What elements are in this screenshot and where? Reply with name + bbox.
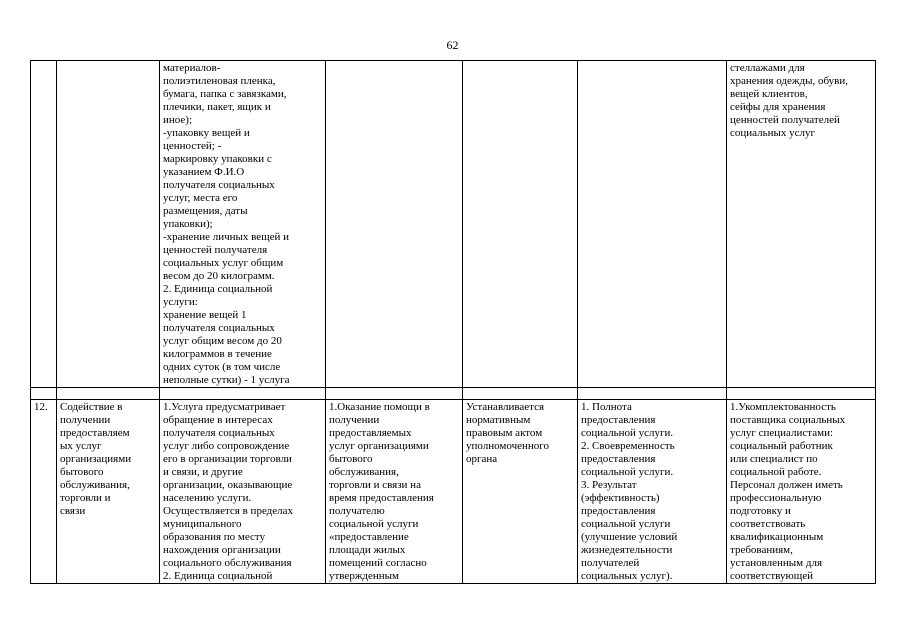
cell-text-line: социальный работник	[730, 440, 833, 452]
cell-text-line: установленным для	[730, 557, 823, 569]
cell-text-line: социальной услуги.	[581, 427, 674, 439]
cell-text-line: квалификационным	[730, 531, 824, 543]
cell-text-line: (улучшение условий	[581, 531, 678, 543]
cell-text-line: уполномоченного	[466, 440, 550, 452]
cell-text-line: 2. Единица социальной	[163, 570, 273, 582]
cell-text-line: материалов-	[163, 62, 221, 74]
cell-text-line: социальной услуги	[329, 518, 419, 530]
service-norms-cell	[463, 400, 578, 584]
cell-text-line: упаковки);	[163, 218, 213, 230]
cell-text-line: 1.Услуга предусматривает	[163, 401, 286, 413]
cell-text-line: организациями	[60, 453, 132, 465]
cell-text-line: торговли и	[60, 492, 111, 504]
table-spacer-row	[31, 388, 876, 400]
cell-text-line: получателей	[581, 557, 640, 569]
cell-text-line: социального обслуживания	[163, 557, 292, 569]
cell-text-line: время предоставления	[329, 492, 434, 504]
service-terms-cell	[326, 400, 463, 584]
cell-text-line: хранения одежды, обуви,	[730, 75, 848, 87]
cell-text-line: 3. Результат	[581, 479, 637, 491]
cell-text-line: жизнедеятельности	[581, 544, 673, 556]
cell-text-line: получателя социальных	[163, 322, 275, 334]
row-number-cell	[31, 61, 57, 388]
cell-text-line: социальной услуги	[581, 518, 671, 530]
cell-text-line: вещей клиентов,	[730, 88, 808, 100]
cell-text-line: нахождения организации	[163, 544, 281, 556]
cell-text-line: полиэтиленовая пленка,	[163, 75, 276, 87]
cell-text-line: социальных услуг).	[581, 570, 673, 582]
cell-text-line: -упаковку вещей и	[163, 127, 250, 139]
cell-text-line: социальной услуги.	[581, 466, 674, 478]
cell-text-line: услуг специалистами:	[730, 427, 834, 439]
cell-text-line: маркировку упаковки с	[163, 153, 272, 165]
cell-text-line: ценностей получателей	[730, 114, 840, 126]
spacer-cell	[727, 388, 876, 400]
cell-text-line: услуг организациями	[329, 440, 429, 452]
cell-text-line: предоставляем	[60, 427, 130, 439]
service-content-cell	[160, 400, 326, 584]
cell-text-line: Содействие в	[60, 401, 123, 413]
cell-text-line: хранение вещей 1	[163, 309, 247, 321]
cell-text-line: площади жилых	[329, 544, 406, 556]
cell-text-line: социальных услуг общим	[163, 257, 284, 269]
cell-text-line: соответствующей	[730, 570, 813, 582]
cell-text-line: «предоставление	[329, 531, 409, 543]
cell-text-line: килограммов в течение	[163, 348, 272, 360]
cell-text-line: организации, оказывающие	[163, 479, 293, 491]
cell-text-line: его в организации торговли	[163, 453, 292, 465]
table-row	[31, 61, 876, 388]
cell-text-line: иное);	[163, 114, 193, 126]
cell-text-line: предоставляемых	[329, 427, 412, 439]
cell-text-line: получении	[329, 414, 380, 426]
cell-text-line: получателя социальных	[163, 179, 275, 191]
cell-text-line: ценностей; -	[163, 140, 222, 152]
spacer-cell	[31, 388, 57, 400]
cell-text-line: обслуживания,	[60, 479, 130, 491]
cell-text-line: социальных услуг	[730, 127, 816, 139]
page-number: 62	[446, 38, 459, 52]
cell-text-line: предоставления	[581, 505, 656, 517]
cell-text-line: размещения, даты	[163, 205, 248, 217]
service-name-cell	[57, 61, 160, 388]
cell-text-line: 2. Единица социальной	[163, 283, 273, 295]
cell-text-line: муниципального	[163, 518, 242, 530]
cell-text-line: Персонал должен иметь	[730, 479, 843, 491]
cell-text-line: бумага, папка с завязками,	[163, 88, 287, 100]
cell-text-line: 1.Укомплектованность	[730, 401, 836, 413]
quality-indicators-cell	[578, 61, 727, 388]
service-norms-cell	[463, 61, 578, 388]
cell-text-line: образования по месту	[163, 531, 266, 543]
cell-text-line: указанием Ф.И.О	[163, 166, 245, 178]
cell-text-line: получателя социальных	[163, 427, 275, 439]
table-row	[31, 400, 876, 584]
cell-text-line: услуг, места его	[163, 192, 238, 204]
spacer-cell	[57, 388, 160, 400]
spacer-cell	[578, 388, 727, 400]
cell-text-line: весом до 20 килограмм.	[163, 270, 275, 282]
spacer-cell	[463, 388, 578, 400]
service-terms-cell	[326, 61, 463, 388]
cell-text-line: торговли и связи на	[329, 479, 421, 491]
cell-text-line: обращение в интересах	[163, 414, 273, 426]
cell-text-line: сейфы для хранения	[730, 101, 826, 113]
cell-text-line: нормативным	[466, 414, 531, 426]
cell-text-line: требованиям,	[730, 544, 793, 556]
provision-conditions-cell	[727, 400, 876, 584]
spacer-cell	[160, 388, 326, 400]
cell-text-line: ых услуг	[60, 440, 102, 452]
cell-text-line: 2. Своевременность	[581, 440, 675, 452]
cell-text-line: получателю	[329, 505, 385, 517]
cell-text-line: предоставления	[581, 414, 656, 426]
quality-indicators-cell	[578, 400, 727, 584]
services-table	[30, 60, 876, 584]
cell-text-line: населению услуги.	[163, 492, 252, 504]
cell-text-line: правовым актом	[466, 427, 543, 439]
cell-text-line: Устанавливается	[466, 401, 545, 413]
cell-text-line: поставщика социальных	[730, 414, 846, 426]
spacer-cell	[326, 388, 463, 400]
cell-text-line: 1.Оказание помощи в	[329, 401, 430, 413]
cell-text-line: профессиональную	[730, 492, 822, 504]
cell-text-line: плечики, пакет, ящик и	[163, 101, 271, 113]
cell-text-line: обслуживания,	[329, 466, 399, 478]
service-content-cell	[160, 61, 326, 388]
cell-text-line: (эффективность)	[581, 492, 660, 504]
cell-text-line: бытового	[329, 453, 373, 465]
cell-text-line: услуг либо сопровождение	[163, 440, 290, 452]
provision-conditions-cell	[727, 61, 876, 388]
cell-text-line: услуги:	[163, 296, 198, 308]
cell-text-line: социальной работе.	[730, 466, 822, 478]
cell-text-line: связи	[60, 505, 86, 517]
cell-text-line: услуг общим весом до 20	[163, 335, 282, 347]
cell-text-line: и связи, и другие	[163, 466, 243, 478]
cell-text-line: утвержденным	[329, 570, 400, 582]
cell-text-line: стеллажами для	[730, 62, 805, 74]
row-number-cell: 12.	[31, 400, 57, 584]
cell-text-line: помещений согласно	[329, 557, 427, 569]
cell-text-line: или специалист по	[730, 453, 818, 465]
cell-text-line: бытового	[60, 466, 104, 478]
cell-text-line: ценностей получателя	[163, 244, 268, 256]
cell-text-line: неполные сутки) - 1 услуга	[163, 374, 290, 386]
cell-text-line: соответствовать	[730, 518, 806, 530]
cell-text-line: одних суток (в том числе	[163, 361, 281, 373]
service-name-cell	[57, 400, 160, 584]
cell-text-line: -хранение личных вещей и	[163, 231, 290, 243]
cell-text-line: Осуществляется в пределах	[163, 505, 294, 517]
cell-text-line: получении	[60, 414, 111, 426]
cell-text-line: предоставления	[581, 453, 656, 465]
cell-text-line: подготовку и	[730, 505, 791, 517]
cell-text-line: органа	[466, 453, 498, 465]
cell-text-line: 1. Полнота	[581, 401, 632, 413]
